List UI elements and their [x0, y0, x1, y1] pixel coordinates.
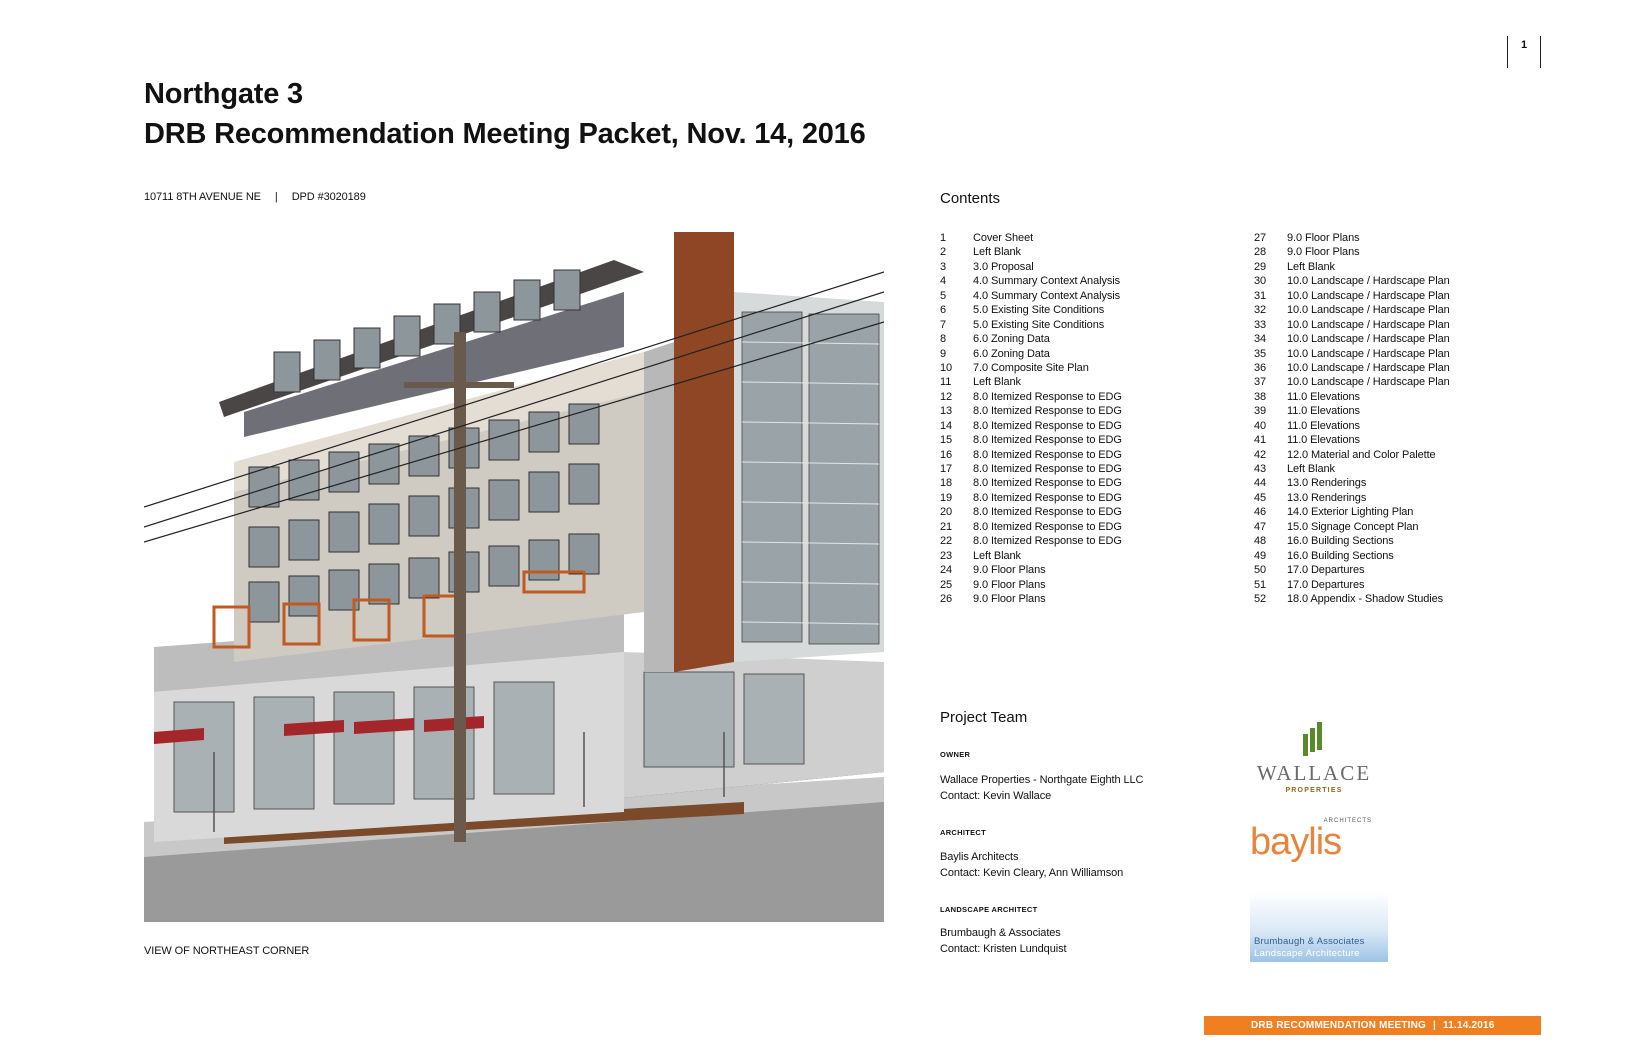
contents-entry-page: 43	[1254, 463, 1267, 475]
contents-entry	[940, 231, 1122, 245]
project-team-heading: Project Team	[940, 709, 1028, 726]
contents-entry-label: 9.0 Floor Plans	[973, 564, 1046, 577]
contents-entry	[1254, 491, 1450, 505]
contents-entry-page: 3	[940, 260, 947, 273]
contents-entry-label: 11.0 Elevations	[1287, 405, 1360, 418]
wallace-leaf-icon	[1303, 722, 1322, 756]
contents-entry-label: 8.0 Itemized Response to EDG	[973, 491, 1122, 504]
contents-entry-label: 10.0 Landscape / Hardscape Plan	[1287, 333, 1450, 346]
contents-entry-label: 16.0 Building Sections	[1287, 549, 1394, 562]
contents-entry-page: 31	[1254, 289, 1267, 302]
contents-entry-page: 28	[1254, 246, 1267, 259]
contents-entry-label: 18.0 Appendix - Shadow Studies	[1287, 592, 1444, 605]
contents-entry-page: 45	[1254, 491, 1267, 504]
baylis-sub: ARCHITECTS	[1323, 818, 1372, 824]
owner-details	[940, 772, 1143, 804]
contents-entry-page: 23	[940, 549, 953, 562]
architect-name: Baylis Architects	[940, 851, 1019, 863]
architect-details	[940, 849, 1123, 881]
contents-entry-label: 15.0 Signage Concept Plan	[1287, 520, 1419, 533]
contents-entry-page: 41	[1254, 434, 1267, 447]
page-title	[144, 74, 866, 154]
contents-entry-label: 9.0 Floor Plans	[973, 578, 1046, 591]
contents-entry	[940, 448, 1122, 462]
contents-entry	[1254, 534, 1450, 548]
dpd-number: DPD #3020189	[291, 191, 366, 203]
contents-entry-page: 25	[940, 578, 953, 591]
contents-entry-page: 42	[1254, 448, 1267, 461]
contents-entry-page: 46	[1254, 506, 1267, 519]
landscape-role-label: LANDSCAPE ARCHITECT	[940, 905, 1038, 914]
contents-entry-label: 7.0 Composite Site Plan	[973, 361, 1089, 374]
contents-entry-label: 5.0 Existing Site Conditions	[973, 304, 1105, 317]
contents-entry-page: 2	[940, 246, 947, 259]
building-rendering	[144, 232, 884, 922]
contents-entry-label: 8.0 Itemized Response to EDG	[973, 535, 1122, 548]
title-project: Northgate 3	[144, 78, 303, 110]
contents-entry-page: 44	[1254, 477, 1267, 490]
contents-entry-label: 8.0 Itemized Response to EDG	[973, 390, 1122, 403]
contents-entry-page: 29	[1254, 260, 1267, 273]
contents-entry-label: 17.0 Departures	[1287, 564, 1365, 577]
contents-entry	[940, 505, 1122, 519]
contents-entry-page: 21	[940, 520, 953, 533]
contents-entry	[940, 462, 1122, 476]
contents-entry	[1254, 448, 1450, 462]
contents-entry-label: 6.0 Zoning Data	[973, 333, 1050, 346]
contents-entry-page: 5	[940, 289, 947, 302]
brumbaugh-sub: Landscape Architecture	[1254, 948, 1360, 959]
page-number: 1	[1507, 36, 1541, 68]
contents-entry-label: Left Blank	[1287, 260, 1335, 273]
contents-entry	[940, 476, 1122, 490]
contents-entry-page: 15	[940, 434, 953, 447]
contents-entry-label: 10.0 Landscape / Hardscape Plan	[1287, 361, 1450, 374]
contents-entry	[1254, 433, 1450, 447]
contents-entry	[1254, 318, 1450, 332]
contents-entry-label: 11.0 Elevations	[1287, 390, 1360, 403]
contents-entry	[1254, 505, 1450, 519]
contents-entry	[1254, 245, 1450, 259]
contents-entry-page: 49	[1254, 549, 1267, 562]
footer-date: 11.14.2016	[1443, 1020, 1495, 1031]
landscape-name: Brumbaugh & Associates	[940, 927, 1061, 939]
contents-entry-page: 9	[940, 347, 947, 360]
contents-entry-label: 10.0 Landscape / Hardscape Plan	[1287, 318, 1450, 331]
contents-entry-label: 6.0 Zoning Data	[973, 347, 1050, 360]
contents-entry-label: 4.0 Summary Context Analysis	[973, 289, 1120, 302]
contents-entry	[940, 433, 1122, 447]
project-address: 10711 8TH AVENUE NE	[144, 191, 261, 203]
rendering-caption: VIEW OF NORTHEAST CORNER	[144, 945, 310, 957]
contents-entry	[940, 549, 1122, 563]
contents-entry-label: Left Blank	[1287, 463, 1335, 475]
contents-entry-page: 30	[1254, 275, 1267, 288]
wallace-logo	[1250, 722, 1380, 802]
contents-entry-page: 14	[940, 419, 953, 432]
contents-entry-page: 50	[1254, 564, 1267, 577]
landscape-contact: Contact: Kristen Lundquist	[940, 943, 1067, 955]
contents-entry	[940, 260, 1122, 274]
contents-entry-label: 12.0 Material and Color Palette	[1287, 448, 1436, 461]
contents-entry-label: 8.0 Itemized Response to EDG	[973, 477, 1122, 490]
contents-entry-page: 34	[1254, 333, 1267, 346]
contents-entry	[1254, 303, 1450, 317]
footer-separator: |	[1433, 1020, 1437, 1031]
contents-entry-page: 6	[940, 304, 947, 317]
contents-entry-page: 10	[940, 361, 953, 374]
contents-entry	[940, 361, 1122, 375]
contents-entry-page: 20	[940, 506, 953, 519]
contents-entry-page: 24	[940, 564, 953, 577]
contents-entry	[1254, 274, 1450, 288]
contents-entry	[1254, 231, 1450, 245]
contents-entry-page: 36	[1254, 361, 1267, 374]
contents-entry-label: 13.0 Renderings	[1287, 491, 1367, 504]
contents-entry-page: 17	[940, 463, 953, 475]
contents-entry-page: 22	[940, 535, 953, 548]
contents-entry-page: 12	[940, 390, 953, 403]
contents-entry-label: Cover Sheet	[973, 232, 1034, 244]
contents-entry-label: 5.0 Existing Site Conditions	[973, 318, 1105, 331]
contents-entry	[940, 491, 1122, 505]
contents-entry	[1254, 289, 1450, 303]
contents-entry	[940, 563, 1122, 577]
baylis-name: baylis	[1250, 821, 1342, 863]
contents-entry-label: 14.0 Exterior Lighting Plan	[1287, 506, 1414, 519]
contents-entry-label: 9.0 Floor Plans	[1287, 232, 1360, 244]
contents-entry-page: 1	[940, 232, 947, 244]
contents-entry	[1254, 563, 1450, 577]
owner-role-label: OWNER	[940, 750, 971, 759]
contents-entry	[940, 419, 1122, 433]
contents-entry-label: Left Blank	[973, 549, 1021, 562]
contents-list-left	[940, 231, 1122, 606]
contents-entry-page: 7	[940, 318, 947, 331]
contents-entry-page: 40	[1254, 419, 1267, 432]
footer-bar	[1204, 1016, 1541, 1035]
contents-entry-label: 11.0 Elevations	[1287, 434, 1360, 447]
contents-entry-page: 26	[940, 592, 953, 605]
contents-entry	[1254, 592, 1450, 606]
contents-entry-label: 10.0 Landscape / Hardscape Plan	[1287, 304, 1450, 317]
contents-entry-page: 13	[940, 405, 953, 418]
contents-heading: Contents	[940, 190, 1001, 207]
contents-entry-label: 10.0 Landscape / Hardscape Plan	[1287, 347, 1450, 360]
contents-entry-page: 19	[940, 491, 953, 504]
owner-name: Wallace Properties - Northgate Eighth LLC	[940, 774, 1144, 786]
title-packet: DRB Recommendation Meeting Packet, Nov. 14, 2016	[144, 118, 866, 150]
address-separator: |	[274, 191, 278, 203]
contents-entry-label: 10.0 Landscape / Hardscape Plan	[1287, 376, 1450, 389]
contents-entry	[940, 390, 1122, 404]
footer-meeting: DRB RECOMMENDATION MEETING	[1251, 1020, 1427, 1031]
contents-entry-label: 8.0 Itemized Response to EDG	[973, 463, 1122, 475]
contents-entry	[1254, 332, 1450, 346]
contents-entry-label: 8.0 Itemized Response to EDG	[973, 419, 1122, 432]
contents-entry	[940, 318, 1122, 332]
brumbaugh-logo	[1250, 892, 1388, 962]
architect-contact: Contact: Kevin Cleary, Ann Williamson	[940, 867, 1124, 879]
contents-entry-page: 38	[1254, 390, 1267, 403]
contents-entry	[1254, 520, 1450, 534]
contents-entry-page: 27	[1254, 232, 1267, 244]
contents-entry-label: 8.0 Itemized Response to EDG	[973, 448, 1122, 461]
contents-entry-label: 3.0 Proposal	[973, 260, 1034, 273]
contents-entry-page: 37	[1254, 376, 1267, 389]
contents-entry-page: 18	[940, 477, 953, 490]
contents-entry-label: 17.0 Departures	[1287, 578, 1365, 591]
contents-entry-label: 4.0 Summary Context Analysis	[973, 275, 1120, 288]
contents-entry-page: 32	[1254, 304, 1267, 317]
contents-entry	[940, 303, 1122, 317]
contents-entry	[1254, 578, 1450, 592]
contents-entry-label: 10.0 Landscape / Hardscape Plan	[1287, 289, 1450, 302]
contents-entry	[1254, 260, 1450, 274]
contents-entry	[940, 592, 1122, 606]
contents-entry-label: 9.0 Floor Plans	[1287, 246, 1360, 259]
contents-entry	[940, 578, 1122, 592]
contents-entry	[1254, 419, 1450, 433]
contents-entry-page: 4	[940, 275, 947, 288]
contents-entry-page: 47	[1254, 520, 1267, 533]
contents-entry	[940, 375, 1122, 389]
contents-entry-label: 10.0 Landscape / Hardscape Plan	[1287, 275, 1450, 288]
contents-entry-page: 39	[1254, 405, 1267, 418]
contents-entry	[1254, 549, 1450, 563]
contents-entry	[940, 245, 1122, 259]
contents-entry-label: 13.0 Renderings	[1287, 477, 1367, 490]
contents-entry	[1254, 462, 1450, 476]
contents-entry	[1254, 347, 1450, 361]
architect-role-label: ARCHITECT	[940, 828, 987, 837]
owner-contact: Contact: Kevin Wallace	[940, 790, 1052, 802]
contents-entry-label: 11.0 Elevations	[1287, 419, 1360, 432]
contents-entry	[940, 274, 1122, 288]
contents-entry	[1254, 361, 1450, 375]
contents-entry-page: 35	[1254, 347, 1267, 360]
project-address-line	[144, 191, 366, 203]
brumbaugh-name: Brumbaugh & Associates	[1254, 936, 1365, 947]
wallace-name: WALLACE	[1256, 761, 1372, 785]
baylis-logo	[1250, 812, 1380, 870]
contents-entry-page: 51	[1254, 578, 1267, 591]
contents-entry	[940, 347, 1122, 361]
contents-entry-label: 8.0 Itemized Response to EDG	[973, 405, 1122, 418]
contents-entry	[940, 534, 1122, 548]
contents-entry	[1254, 476, 1450, 490]
contents-entry-label: Left Blank	[973, 246, 1021, 259]
contents-entry	[940, 404, 1122, 418]
contents-entry-label: 9.0 Floor Plans	[973, 592, 1046, 605]
contents-entry-page: 8	[940, 333, 947, 346]
contents-entry-label: Left Blank	[973, 376, 1021, 389]
contents-entry-label: 8.0 Itemized Response to EDG	[973, 506, 1122, 519]
contents-entry	[1254, 404, 1450, 418]
contents-entry	[940, 332, 1122, 346]
contents-entry	[940, 289, 1122, 303]
landscape-details	[940, 925, 1066, 957]
contents-entry	[1254, 375, 1450, 389]
wallace-sub: PROPERTIES	[1285, 787, 1343, 794]
contents-entry-page: 16	[940, 448, 953, 461]
contents-entry-label: 16.0 Building Sections	[1287, 535, 1394, 548]
contents-entry-label: 8.0 Itemized Response to EDG	[973, 434, 1122, 447]
contents-entry-page: 11	[940, 376, 952, 389]
contents-entry-page: 48	[1254, 535, 1267, 548]
contents-entry-page: 33	[1254, 318, 1267, 331]
contents-list-right	[1254, 231, 1450, 606]
contents-entry-label: 8.0 Itemized Response to EDG	[973, 520, 1122, 533]
contents-entry	[940, 520, 1122, 534]
contents-entry	[1254, 390, 1450, 404]
contents-entry-page: 52	[1254, 592, 1267, 605]
